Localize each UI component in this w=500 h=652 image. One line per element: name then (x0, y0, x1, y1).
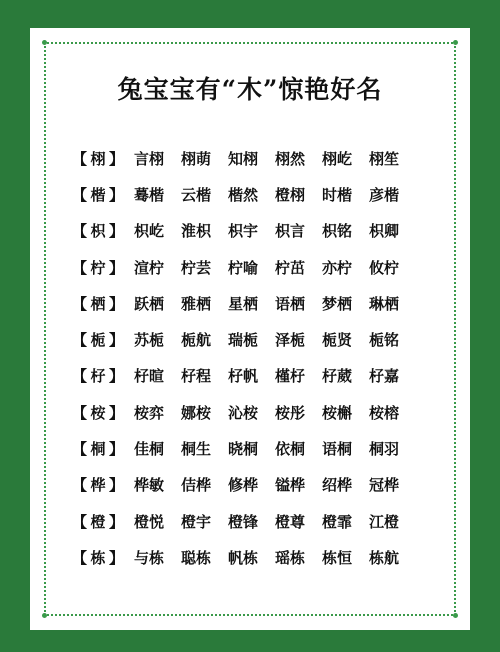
name-item: 槿杍 (275, 367, 306, 386)
row-char: 栋 (90, 548, 106, 567)
name-item: 桉槲 (322, 403, 353, 422)
name-item: 栀贤 (322, 331, 353, 350)
name-item: 梦栖 (322, 294, 353, 313)
name-item: 栩萌 (181, 149, 212, 168)
name-row (72, 140, 450, 176)
bracket-right: 】 (109, 440, 125, 459)
bracket-right: 】 (109, 258, 125, 277)
name-item: 枳宇 (228, 222, 259, 241)
bracket-right: 】 (109, 185, 125, 204)
name-item: 栋恒 (322, 548, 353, 567)
name-item: 依桐 (275, 440, 306, 459)
row-char: 橙 (90, 512, 106, 531)
name-row (72, 430, 450, 466)
bracket-right: 】 (109, 331, 125, 350)
name-item: 蓦楷 (134, 185, 165, 204)
name-row (72, 213, 450, 249)
name-item: 栩笙 (369, 149, 400, 168)
name-item: 知栩 (228, 149, 259, 168)
name-item: 杍嘉 (369, 367, 400, 386)
name-item: 楷然 (228, 185, 259, 204)
bracket-left: 【 (72, 294, 88, 313)
name-row (72, 467, 450, 503)
row-char-tag (72, 474, 134, 495)
row-char-tag (72, 511, 134, 532)
bracket-left: 【 (72, 367, 88, 386)
name-item: 佶桦 (181, 476, 212, 495)
corner-dot-bottom-left (42, 613, 47, 618)
name-row (72, 394, 450, 430)
name-item: 瑶栋 (275, 548, 306, 567)
row-char: 栩 (90, 149, 106, 168)
name-item: 栋航 (369, 548, 400, 567)
bracket-right: 】 (109, 512, 125, 531)
name-item: 柠喻 (228, 258, 259, 277)
name-item: 瑞栀 (228, 331, 259, 350)
corner-dot-top-right (453, 40, 458, 45)
name-item: 柠茁 (275, 258, 306, 277)
name-item: 杍程 (181, 367, 212, 386)
name-item: 杍暄 (134, 367, 165, 386)
bracket-left: 【 (72, 440, 88, 459)
name-item: 橙尊 (275, 512, 306, 531)
row-char: 栀 (90, 331, 106, 350)
name-item: 泽栀 (275, 331, 306, 350)
name-row (72, 321, 450, 357)
row-char-tag (72, 329, 134, 350)
name-row (72, 285, 450, 321)
name-item: 桐生 (181, 440, 212, 459)
name-row (72, 358, 450, 394)
bracket-right: 】 (109, 367, 125, 386)
name-item: 桦敏 (134, 476, 165, 495)
name-row (72, 249, 450, 285)
name-item: 沁桉 (228, 403, 259, 422)
bracket-right: 】 (109, 294, 125, 313)
name-item: 桉弈 (134, 403, 165, 422)
name-item: 跃栖 (134, 294, 165, 313)
bracket-left: 【 (72, 258, 88, 277)
name-item: 枳铭 (322, 222, 353, 241)
name-item: 柠芸 (181, 258, 212, 277)
page-title: 兔宝宝有“木”惊艳好名 (117, 75, 383, 104)
row-char-tag (72, 402, 134, 423)
name-item: 橙栩 (275, 185, 306, 204)
bracket-left: 【 (72, 403, 88, 422)
row-char-tag (72, 148, 134, 169)
row-char-tag (72, 184, 134, 205)
name-item: 橙锋 (228, 512, 259, 531)
row-char-tag (72, 438, 134, 459)
name-item: 杍帆 (228, 367, 259, 386)
name-item: 星栖 (228, 294, 259, 313)
name-row (72, 176, 450, 212)
name-item: 桉彤 (275, 403, 306, 422)
name-item: 栀航 (181, 331, 212, 350)
name-item: 亦柠 (322, 258, 353, 277)
name-item: 修桦 (228, 476, 259, 495)
name-item: 冠桦 (369, 476, 400, 495)
name-item: 橙霏 (322, 512, 353, 531)
name-item: 雅栖 (181, 294, 212, 313)
name-item: 时楷 (322, 185, 353, 204)
name-item: 栩屹 (322, 149, 353, 168)
bracket-right: 】 (109, 476, 125, 495)
name-item: 江橙 (369, 512, 400, 531)
bracket-right: 】 (109, 149, 125, 168)
name-item: 枳卿 (369, 222, 400, 241)
name-item: 攸柠 (369, 258, 400, 277)
name-item: 与栋 (134, 548, 165, 567)
bracket-right: 】 (109, 403, 125, 422)
name-item: 镒桦 (275, 476, 306, 495)
row-char-tag (72, 293, 134, 314)
bracket-left: 【 (72, 222, 88, 241)
row-char-tag (72, 365, 134, 386)
name-item: 琳栖 (369, 294, 400, 313)
name-row (72, 539, 450, 575)
name-card (30, 28, 470, 630)
row-char: 桦 (90, 476, 106, 495)
name-row (72, 503, 450, 539)
bracket-right: 】 (109, 222, 125, 241)
name-item: 渲柠 (134, 258, 165, 277)
bracket-left: 【 (72, 185, 88, 204)
row-char: 楷 (90, 185, 106, 204)
row-char: 桐 (90, 440, 106, 459)
bracket-left: 【 (72, 476, 88, 495)
name-item: 彦楷 (369, 185, 400, 204)
name-item: 言栩 (134, 149, 165, 168)
bracket-left: 【 (72, 331, 88, 350)
name-item: 枳言 (275, 222, 306, 241)
name-item: 语栖 (275, 294, 306, 313)
corner-dot-top-left (42, 40, 47, 45)
name-item: 杍葳 (322, 367, 353, 386)
name-item: 枳屹 (134, 222, 165, 241)
bracket-left: 【 (72, 512, 88, 531)
row-char: 栖 (90, 294, 106, 313)
name-item: 淮枳 (181, 222, 212, 241)
bracket-left: 【 (72, 149, 88, 168)
name-item: 语桐 (322, 440, 353, 459)
bracket-left: 【 (72, 548, 88, 567)
row-char-tag (72, 257, 134, 278)
row-char: 柠 (90, 258, 106, 277)
name-item: 聪栋 (181, 548, 212, 567)
row-char-tag (72, 220, 134, 241)
name-item: 晓桐 (228, 440, 259, 459)
name-item: 娜桉 (181, 403, 212, 422)
bracket-right: 】 (109, 548, 125, 567)
row-char: 枳 (90, 222, 106, 241)
name-item: 帆栋 (228, 548, 259, 567)
name-item: 云楷 (181, 185, 212, 204)
name-item: 桉榕 (369, 403, 400, 422)
row-char-tag (72, 547, 134, 568)
name-item: 橙悦 (134, 512, 165, 531)
corner-dot-bottom-right (453, 613, 458, 618)
row-char: 桉 (90, 403, 106, 422)
name-item: 桐羽 (369, 440, 400, 459)
name-item: 栀铭 (369, 331, 400, 350)
name-item: 栩然 (275, 149, 306, 168)
name-item: 苏栀 (134, 331, 165, 350)
row-char: 杍 (90, 367, 106, 386)
name-item: 绍桦 (322, 476, 353, 495)
name-item: 佳桐 (134, 440, 165, 459)
name-item: 橙宇 (181, 512, 212, 531)
name-list (72, 140, 450, 576)
